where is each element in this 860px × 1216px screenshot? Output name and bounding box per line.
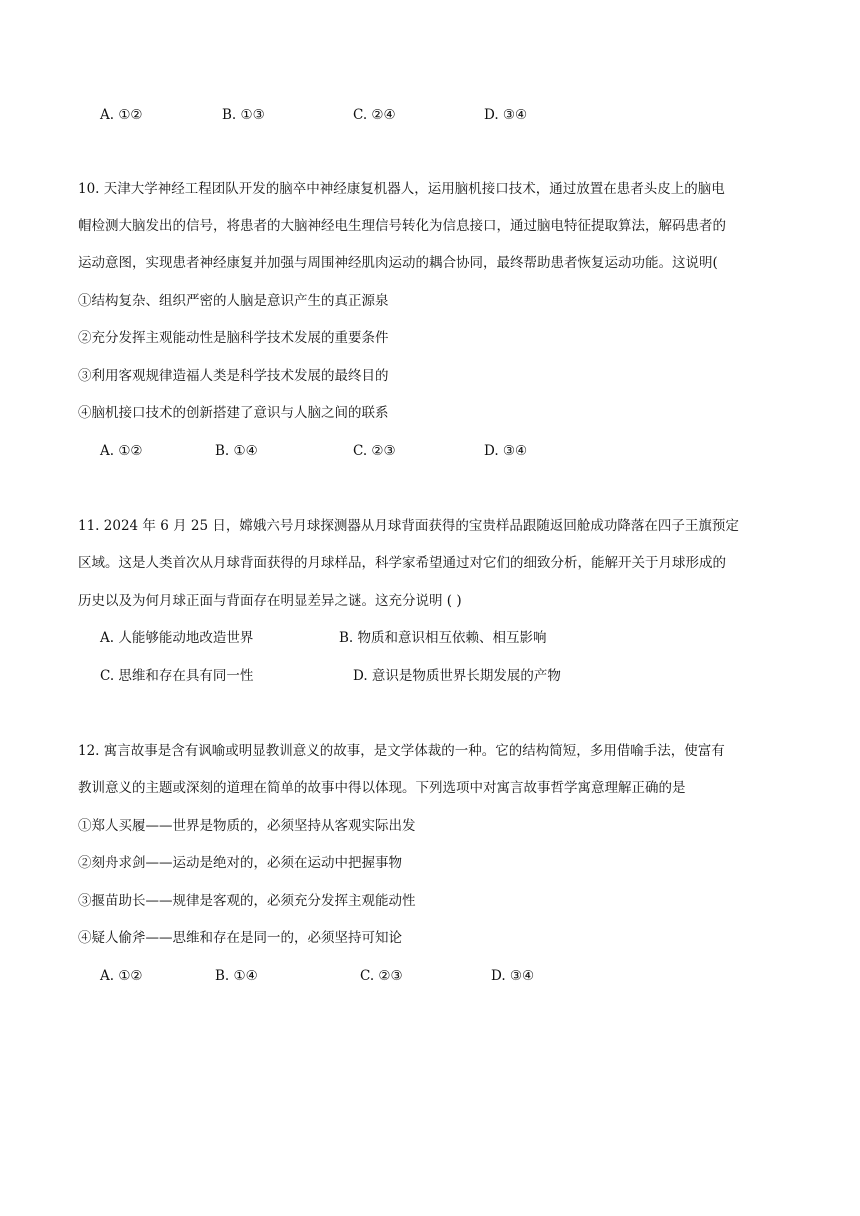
q11-option-c: C. 思维和存在具有同一性 [100,668,254,684]
q12-statement-2: ②刻舟求剑——运动是绝对的，必须在运动中把握事物 [78,855,402,871]
q11-option-d: D. 意识是物质世界长期发展的产物 [353,668,561,684]
q12-statement-4: ④疑人偷斧——思维和存在是同一的，必须坚持可知论 [78,930,402,946]
q10-option-d: D. ③④ [484,443,528,459]
q9-option-b: B. ①③ [222,107,265,123]
q10-option-b: B. ①④ [215,443,258,459]
q12-option-a: A. ①② [100,968,143,984]
q11-option-b: B. 物质和意识相互依赖、相互影响 [339,630,547,646]
q10-stem-line-2: 帽检测大脑发出的信号，将患者的大脑神经电生理信号转化为信息接口，通过脑电特征提取算法，解码患者的 [78,218,726,234]
q10-statement-1: ①结构复杂、组织严密的人脑是意识产生的真正源泉 [78,293,389,309]
q9-option-a: A. ①② [100,107,143,123]
q11-option-a: A. 人能够能动地改造世界 [100,630,254,646]
q10-statement-2: ②充分发挥主观能动性是脑科学技术发展的重要条件 [78,330,389,346]
q10-statement-3: ③利用客观规律造福人类是科学技术发展的最终目的 [78,368,389,384]
q12-option-d: D. ③④ [491,968,535,984]
q10-option-a: A. ①② [100,443,143,459]
q11-stem-line-3: 历史以及为何月球正面与背面存在明显差异之谜。这充分说明 ( ) [78,593,462,609]
q9-option-d: D. ③④ [484,107,528,123]
q12-option-c: C. ②③ [360,968,403,984]
q10-stem-line-3: 运动意图，实现患者神经康复并加强与周围神经肌肉运动的耦合协同，最终帮助患者恢复运动功能。这说明( [78,255,718,271]
q12-option-b: B. ①④ [215,968,258,984]
q12-stem-line-1: 12. 寓言故事是含有讽喻或明显教训意义的故事，是文学体裁的一种。它的结构简短，多用借喻手法，使富有 [78,743,725,759]
q11-stem-line-1: 11. 2024 年 6 月 25 日，嫦娥六号月球探测器从月球背面获得的宝贵样品跟随返回舱成功降落在四子王旗预定 [78,518,739,534]
q9-option-c: C. ②④ [353,107,396,123]
q12-stem-line-2: 教训意义的主题或深刻的道理在简单的故事中得以体现。下列选项中对寓言故事哲学寓意理解正确的是 [78,780,686,796]
q10-stem-line-1: 10. 天津大学神经工程团队开发的脑卒中神经康复机器人，运用脑机接口技术，通过放置在患者头皮上的脑电 [78,181,725,197]
q12-statement-1: ①郑人买履——世界是物质的，必须坚持从客观实际出发 [78,818,416,834]
q10-statement-4: ④脑机接口技术的创新搭建了意识与人脑之间的联系 [78,405,389,421]
q10-option-c: C. ②③ [353,443,396,459]
q11-stem-line-2: 区域。这是人类首次从月球背面获得的月球样品，科学家希望通过对它们的细致分析，能解开关于月球形成的 [78,555,726,571]
q12-statement-3: ③揠苗助长——规律是客观的，必须充分发挥主观能动性 [78,893,416,909]
